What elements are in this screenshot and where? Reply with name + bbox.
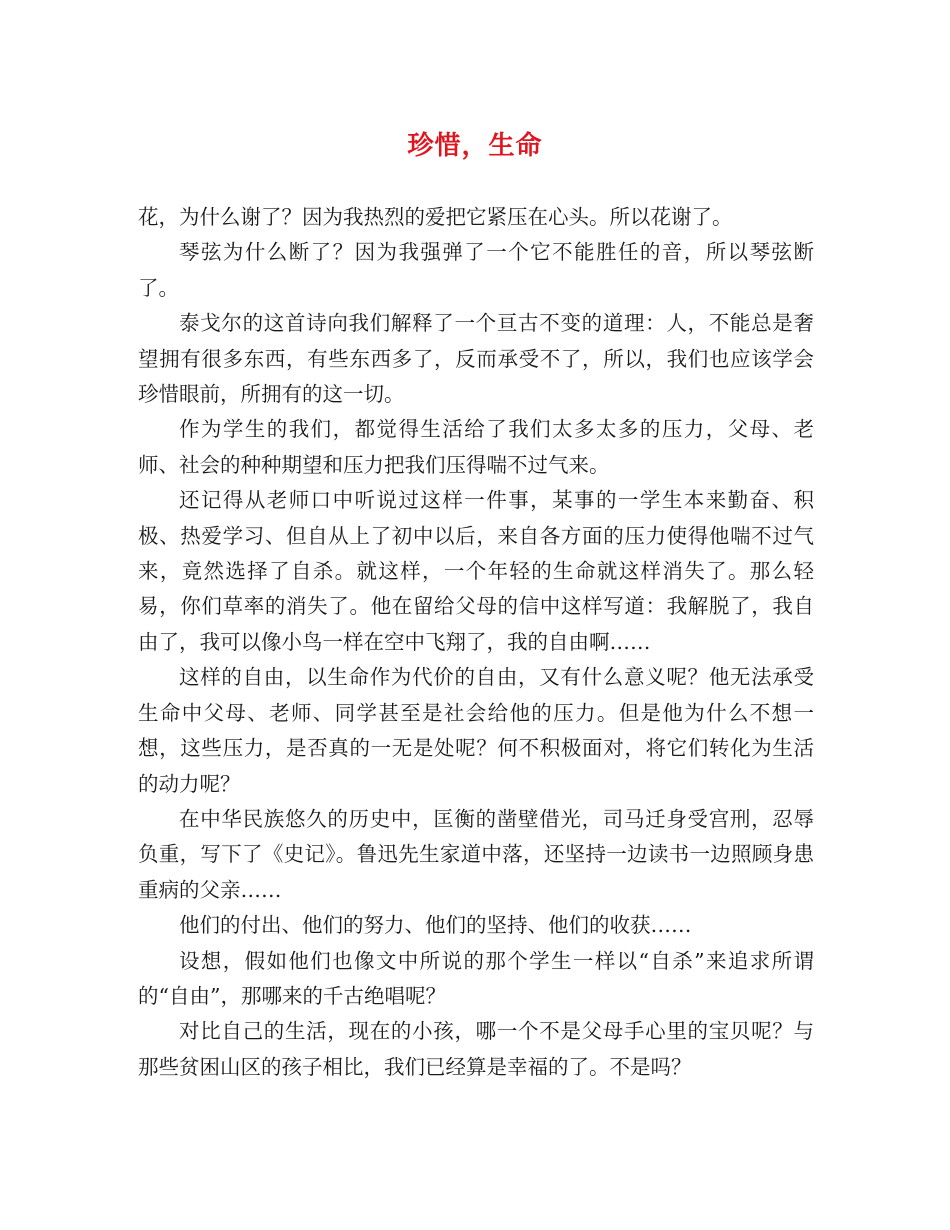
paragraph-5: 还记得从老师口中听说过这样一件事，某事的一学生本来勤奋、积极、热爱学习、但自从上了初中以后，来自各方面的压力使得他喘不过气来，竟然选择了自杀。就这样，一个年轻的生命就这样消失了。那么轻易，你们草率的消失了。他在留给父母的信中这样写道：我解脱了，我自由了，我可以像小鸟一样在空中飞翔了，我的自由啊…… bbox=[138, 488, 814, 654]
paragraph-2: 琴弦为什么断了？因为我强弹了一个它不能胜任的音，所以琴弦断了。 bbox=[138, 240, 814, 300]
article-body bbox=[138, 200, 814, 1085]
paragraph-6: 这样的自由，以生命作为代价的自由，又有什么意义呢？他无法承受生命中父母、老师、同学甚至是社会给他的压力。但是他为什么不想一想，这些压力，是否真的一无是处呢？何不积极面对，将它们转化为生活的动力呢？ bbox=[138, 665, 814, 796]
paragraph-3: 泰戈尔的这首诗向我们解释了一个亘古不变的道理：人，不能总是奢望拥有很多东西，有些东西多了，反而承受不了，所以，我们也应该学会珍惜眼前，所拥有的这一切。 bbox=[138, 311, 814, 407]
page-title: 珍惜，生命 bbox=[407, 131, 543, 161]
paragraph-10: 对比自己的生活，现在的小孩，哪一个不是父母手心里的宝贝呢？与那些贫困山区的孩子相比，我们已经算是幸福的了。不是吗？ bbox=[138, 1019, 814, 1079]
paragraph-1: 花，为什么谢了？因为我热烈的爱把它紧压在心头。所以花谢了。 bbox=[138, 205, 733, 229]
paragraph-4: 作为学生的我们，都觉得生活给了我们太多太多的压力，父母、老师、社会的种种期望和压力把我们压得喘不过气来。 bbox=[138, 417, 814, 477]
paragraph-7: 在中华民族悠久的历史中，匡衡的凿壁借光，司马迁身受宫刑，忍辱负重，写下了《史记》。鲁迅先生家道中落，还坚持一边读书一边照顾身患重病的父亲…… bbox=[138, 806, 814, 902]
paragraph-8: 他们的付出、他们的努力、他们的坚持、他们的收获…… bbox=[179, 913, 692, 938]
paragraph-9: 设想，假如他们也像文中所说的那个学生一样以“自杀”来追求所谓的“自由”，那哪来的千古绝唱呢？ bbox=[138, 948, 814, 1008]
